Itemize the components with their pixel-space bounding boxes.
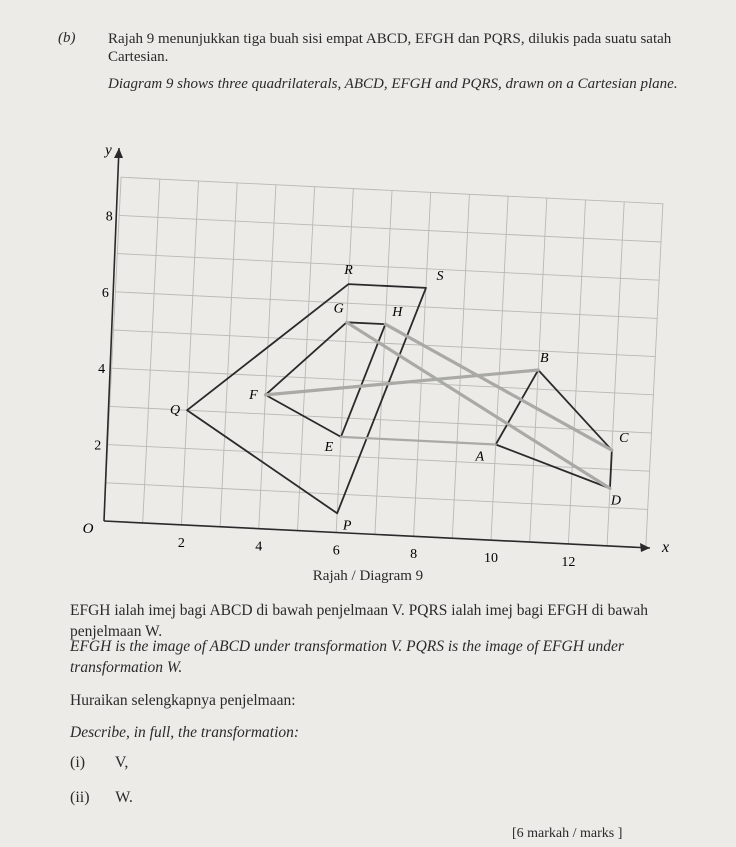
grid-line-vertical	[568, 200, 585, 544]
marks-label: [6 markah / marks ]	[512, 826, 623, 841]
vertex-label-r: R	[344, 263, 353, 279]
instruction-malay: Huraikan selengkapnya penjelmaan:	[70, 692, 296, 709]
x-axis-arrow	[640, 543, 650, 552]
grid-lines	[101, 177, 663, 547]
y-axis-arrow	[114, 148, 123, 158]
y-axis	[101, 148, 119, 521]
x-tick-label: 8	[410, 547, 418, 563]
grid-line-vertical	[646, 204, 663, 548]
vertex-label-p: P	[342, 518, 352, 534]
y-tick-label: 6	[101, 285, 109, 301]
question-english-text: Diagram 9 shows three quadrilaterals, ABCD, EFGH and PQRS, drawn on a Cartesian plane.	[108, 76, 678, 92]
grid-line-horizontal	[119, 215, 661, 242]
vertex-label-h: H	[392, 305, 403, 321]
vertex-label-c: C	[619, 431, 629, 447]
grid-line-horizontal	[112, 368, 654, 395]
part-i	[70, 754, 128, 772]
question-malay-text: Rajah 9 menunjukkan tiga buah sisi empat ABCD, EFGH dan PQRS, dilukis pada suatu satah Cartesian.	[108, 31, 672, 65]
vertex-label-g: G	[333, 301, 344, 317]
grid-line-vertical	[259, 185, 276, 529]
construction-line-hc	[385, 324, 611, 450]
construction-line-fb	[265, 370, 538, 395]
grid-line-horizontal	[121, 177, 663, 204]
grid-line-vertical	[181, 181, 198, 525]
vertex-label-f: F	[249, 387, 258, 403]
part-ii-text: W.	[115, 789, 133, 806]
vertex-label-e: E	[324, 439, 334, 455]
x-tick-label: 12	[561, 554, 576, 570]
grid-line-vertical	[220, 183, 237, 527]
y-tick-label: 2	[94, 438, 102, 454]
x-axis	[104, 521, 650, 548]
x-tick-label: 2	[177, 535, 185, 551]
grid-line-horizontal	[115, 292, 657, 319]
grid-line-horizontal	[117, 254, 659, 281]
part-i-text: V,	[114, 754, 129, 771]
quad-pqrs	[187, 284, 426, 513]
quad-efgh	[265, 322, 385, 437]
question-number: (b)	[58, 30, 76, 46]
diagram-caption: Rajah / Diagram 9	[312, 568, 424, 584]
x-axis-label: x	[661, 538, 670, 556]
origin-label: O	[82, 521, 94, 537]
grid-line-vertical	[491, 196, 508, 540]
statement-english: EFGH is the image of ABCD under transformation V. PQRS is the image of EFGH under transformation W.	[70, 638, 624, 676]
statement-malay: EFGH ialah imej bagi ABCD di bawah penjelmaan V. PQRS ialah imej bagi EFGH di bawah penjelmaan W.	[70, 602, 649, 640]
instruction-english: Describe, in full, the transformation:	[70, 724, 300, 741]
grid-line-horizontal	[108, 445, 650, 472]
x-tick-label: 4	[255, 539, 263, 555]
vertex-label-d: D	[610, 493, 622, 509]
grid-line-vertical	[375, 191, 392, 535]
grid-line-vertical	[143, 179, 160, 523]
part-i-number: (i)	[70, 754, 86, 771]
vertex-label-a: A	[475, 449, 485, 465]
y-tick-label: 4	[98, 362, 106, 378]
y-axis-label: y	[105, 142, 112, 159]
x-tick-label: 10	[484, 551, 498, 566]
y-tick-label: 8	[105, 209, 113, 225]
x-tick-label: 6	[332, 543, 340, 559]
vertex-label-b: B	[539, 351, 549, 366]
grid-line-horizontal	[110, 406, 652, 433]
vertex-label-s: S	[436, 268, 444, 284]
vertex-label-q: Q	[170, 403, 181, 419]
part-ii-number: (ii)	[70, 789, 90, 806]
grid-line-horizontal	[106, 483, 648, 510]
grid-line-horizontal	[114, 330, 656, 357]
part-ii	[70, 789, 133, 807]
